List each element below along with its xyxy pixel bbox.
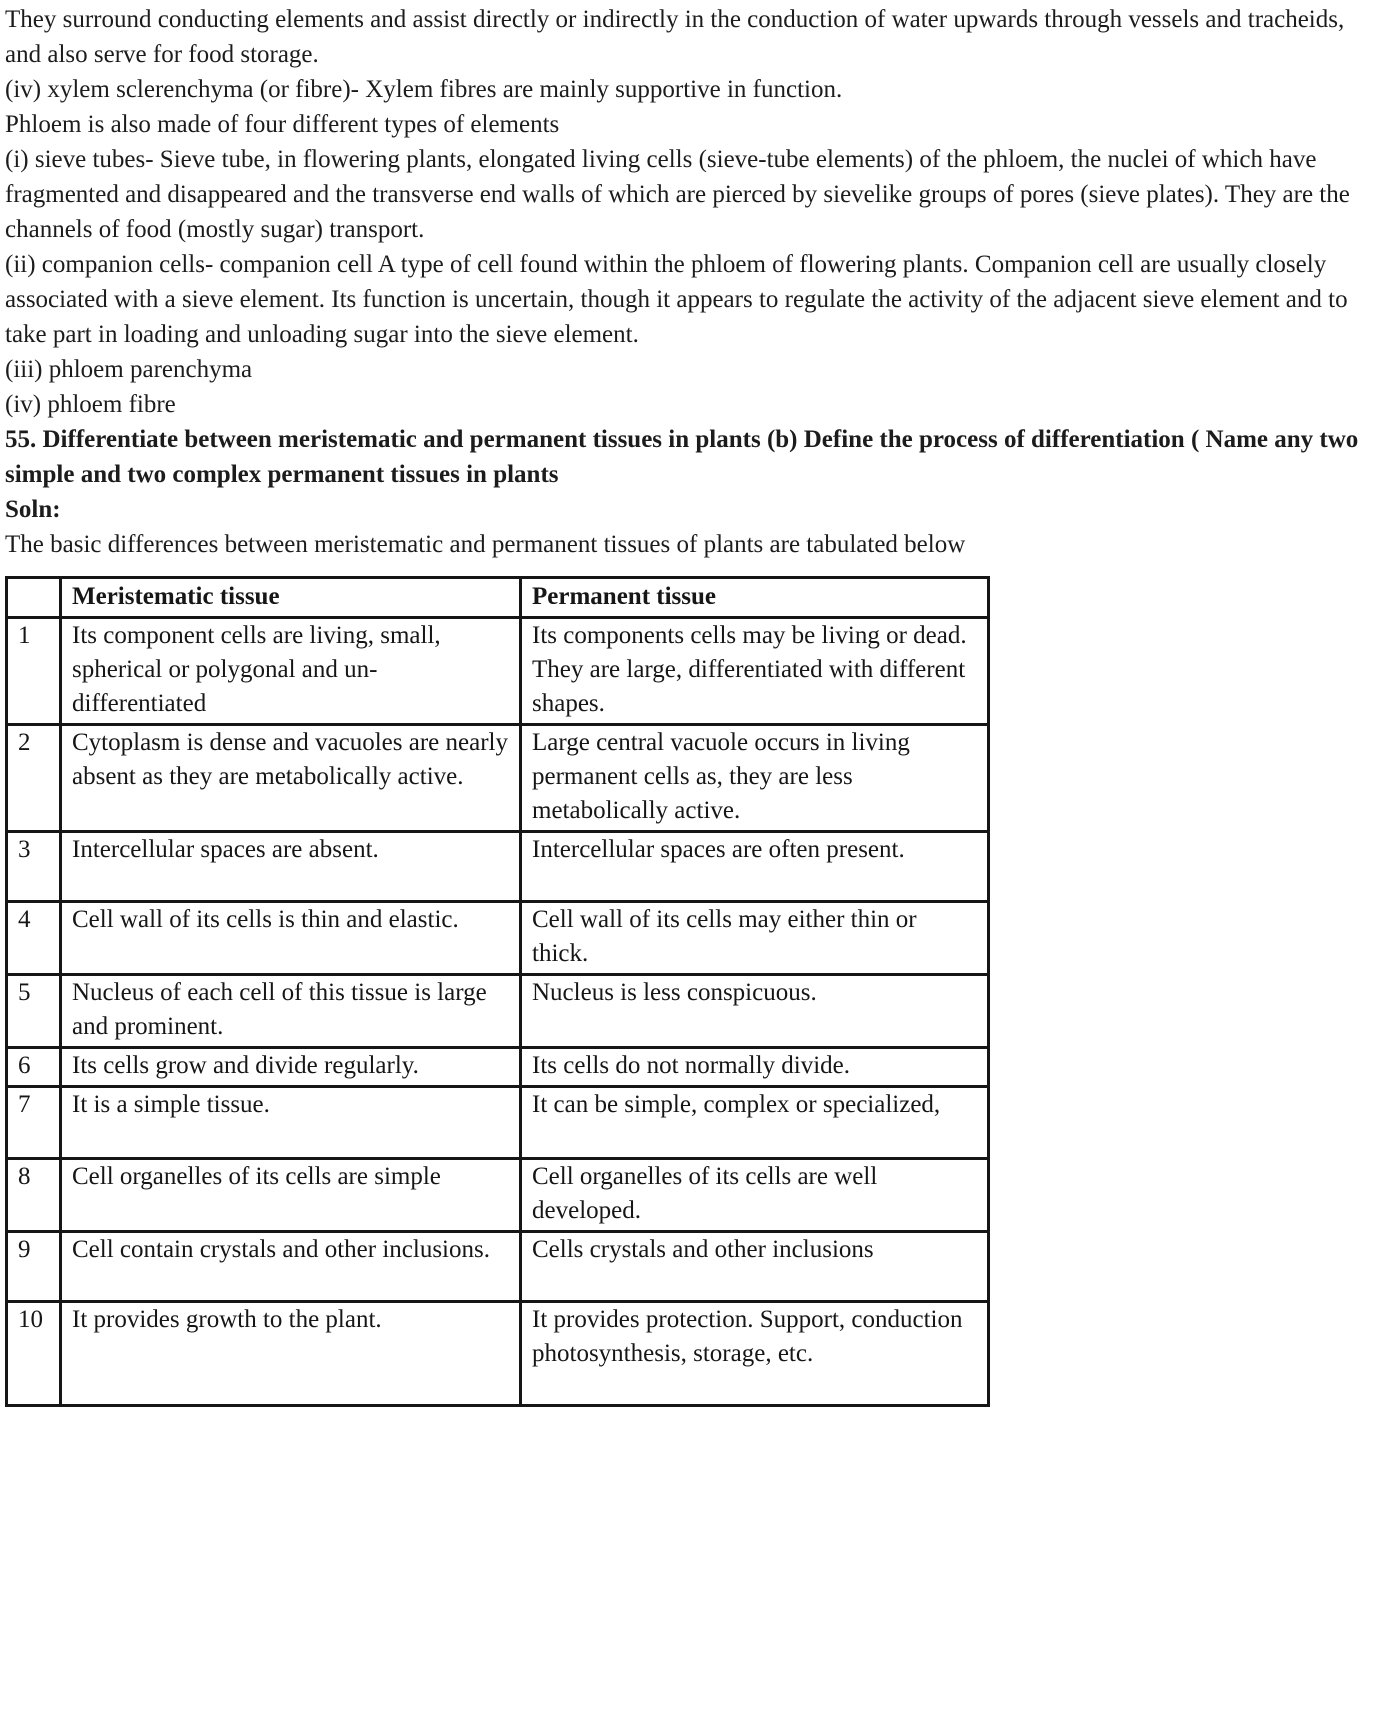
meristematic-cell: It is a simple tissue. xyxy=(61,1087,521,1159)
permanent-cell: Its cells do not normally divide. xyxy=(521,1048,989,1087)
row-number-cell: 3 xyxy=(7,832,61,902)
meristematic-cell: Cell wall of its cells is thin and elastic. xyxy=(61,902,521,975)
permanent-cell: Large central vacuole occurs in living permanent cells as, they are less metabolically active. xyxy=(521,725,989,832)
paragraph-line-phloem-intro: Phloem is also made of four different types of elements xyxy=(5,111,560,138)
permanent-cell: Its components cells may be living or dead. They are large, differentiated with different shapes. xyxy=(521,618,989,725)
header-cell-meristematic: Meristematic tissue xyxy=(61,578,521,618)
table-intro-text: The basic differences between meristematic and permanent tissues of plants are tabulated below xyxy=(5,531,966,558)
table-row xyxy=(7,1302,989,1406)
paragraph-phloem-types xyxy=(5,107,1377,247)
header-cell-blank xyxy=(7,578,61,618)
meristematic-cell: Its cells grow and divide regularly. xyxy=(61,1048,521,1087)
permanent-cell: Nucleus is less conspicuous. xyxy=(521,975,989,1048)
permanent-cell: It provides protection. Support, conduction photosynthesis, storage, etc. xyxy=(521,1302,989,1406)
table-row xyxy=(7,725,989,832)
row-number-cell: 10 xyxy=(7,1302,61,1406)
permanent-cell: Intercellular spaces are often present. xyxy=(521,832,989,902)
meristematic-cell: Cell contain crystals and other inclusions. xyxy=(61,1232,521,1302)
table-row xyxy=(7,975,989,1048)
question-heading: 55. Differentiate between meristematic and permanent tissues in plants (b) Define the process of differentiation ( Name any two simple and two complex permanent tissues in plants xyxy=(5,426,1359,488)
table-row xyxy=(7,902,989,975)
meristematic-cell: Intercellular spaces are absent. xyxy=(61,832,521,902)
row-number-cell: 1 xyxy=(7,618,61,725)
permanent-cell: Cell wall of its cells may either thin or thick. xyxy=(521,902,989,975)
row-number-cell: 8 xyxy=(7,1159,61,1232)
paragraph-line-sieve-tubes: (i) sieve tubes- Sieve tube, in flowering plants, elongated living cells (sieve-tube elements) of the phloem, the nuclei of which have fragmented and disappeared and the transverse end walls of which are pierced by sievelike groups of pores (sieve plates). They are the channels of food (mostly sugar) transport. xyxy=(5,146,1350,243)
meristematic-cell: Cell organelles of its cells are simple xyxy=(61,1159,521,1232)
table-row xyxy=(7,1048,989,1087)
paragraph-companion-cells: (ii) companion cells- companion cell A type of cell found within the phloem of flowering plants. Companion cell are usually closely associated with a sieve element. Its function is uncertain, though it appears to regulate the activity of the adjacent sieve element and to take part in loading and unloading sugar into the sieve element. xyxy=(5,251,1348,348)
solution-label: Soln: xyxy=(5,496,61,523)
comparison-table xyxy=(5,576,990,1407)
row-number-cell: 4 xyxy=(7,902,61,975)
paragraph-xylem-sclerenchyma: (iv) xylem sclerenchyma (or fibre)- Xylem fibres are mainly supportive in function. xyxy=(5,76,843,103)
header-cell-permanent: Permanent tissue xyxy=(521,578,989,618)
row-number-cell: 5 xyxy=(7,975,61,1048)
meristematic-cell: Cytoplasm is dense and vacuoles are nearly absent as they are metabolically active. xyxy=(61,725,521,832)
permanent-cell: It can be simple, complex or specialized, xyxy=(521,1087,989,1159)
table-row xyxy=(7,832,989,902)
table-row xyxy=(7,618,989,725)
permanent-cell: Cell organelles of its cells are well developed. xyxy=(521,1159,989,1232)
comparison-table-body xyxy=(7,578,989,1406)
meristematic-cell: Nucleus of each cell of this tissue is large and prominent. xyxy=(61,975,521,1048)
table-row xyxy=(7,1159,989,1232)
permanent-cell: Cells crystals and other inclusions xyxy=(521,1232,989,1302)
meristematic-cell: Its component cells are living, small, spherical or polygonal and un-differentiated xyxy=(61,618,521,725)
row-number-cell: 9 xyxy=(7,1232,61,1302)
paragraph-phloem-fibre: (iv) phloem fibre xyxy=(5,391,176,418)
table-row xyxy=(7,1232,989,1302)
paragraph-phloem-parenchyma: (iii) phloem parenchyma xyxy=(5,356,253,383)
row-number-cell: 2 xyxy=(7,725,61,832)
row-number-cell: 7 xyxy=(7,1087,61,1159)
table-header-row xyxy=(7,578,989,618)
meristematic-cell: It provides growth to the plant. xyxy=(61,1302,521,1406)
row-number-cell: 6 xyxy=(7,1048,61,1087)
paragraph-xylem-parenchyma: They surround conducting elements and assist directly or indirectly in the conduction of water upwards through vessels and tracheids, and also serve for food storage. xyxy=(5,6,1345,68)
table-row xyxy=(7,1087,989,1159)
